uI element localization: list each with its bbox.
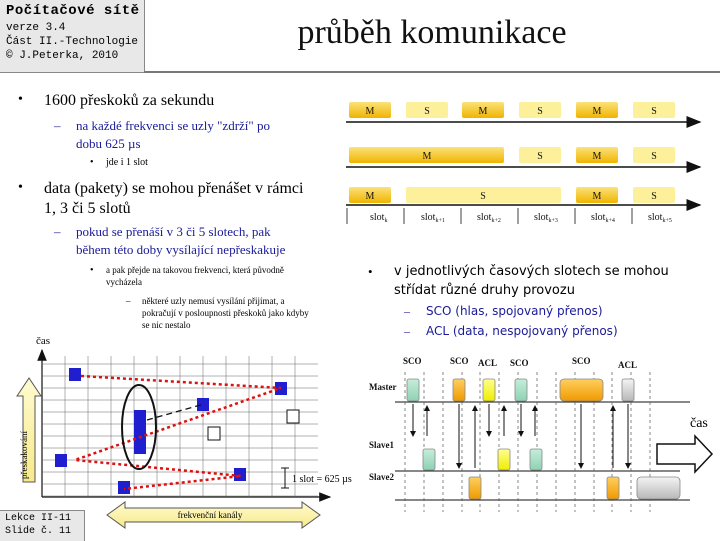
- traffic-acl: ACL: [478, 358, 498, 368]
- slot-s: S: [537, 106, 543, 117]
- hop-arrow-label: přeskakování: [19, 431, 29, 479]
- slot-label: slot$_{k+1}$: [421, 212, 445, 224]
- bullet-packets-1: data (pakety) se mohou přenášet v rámci: [44, 180, 304, 197]
- dash-icon: –: [404, 324, 410, 338]
- slot-label: slot$_{k+3}$: [534, 212, 558, 224]
- slot-label: slot$_{k+2}$: [477, 212, 501, 224]
- sub-nodes-3: se nic nestalo: [142, 320, 191, 330]
- bullet-icon: •: [18, 92, 23, 107]
- author-text: © J.Peterka, 2010: [6, 50, 119, 62]
- dash-icon: –: [404, 304, 410, 318]
- slot-s: S: [480, 191, 486, 202]
- slot-m: M: [592, 191, 602, 202]
- bullet-icon: •: [90, 157, 94, 168]
- traffic-sco: SCO: [450, 356, 469, 366]
- slot-m: M: [422, 151, 432, 162]
- sub-1slot: jde i 1 slot: [106, 157, 148, 168]
- sub-freq-2: vycházela: [106, 277, 142, 287]
- slot-m: M: [592, 106, 602, 117]
- time-arrow-icon: [657, 436, 712, 472]
- part-text: Část II.-Technologie: [6, 36, 139, 48]
- time-label: čas: [690, 416, 708, 431]
- bullet-packets-2: 1, 3 či 5 slotů: [44, 200, 131, 217]
- traffic-acl: ACL: [618, 360, 638, 370]
- slot-label: slot$_k$: [370, 212, 388, 224]
- slot-m: M: [592, 151, 602, 162]
- traffic-sco: SCO: [403, 356, 422, 366]
- sub-freq-1: a pak přejde na takovou frekvenci, která původně: [106, 265, 284, 275]
- version-text: verze 3.4: [6, 22, 66, 34]
- course-title: Počítačové sítě: [6, 3, 140, 19]
- slot-label: slot$_{k+4}$: [591, 212, 615, 224]
- dash-icon: –: [54, 224, 61, 239]
- slot-s: S: [651, 106, 657, 117]
- slot-s: S: [537, 151, 543, 162]
- row-master: Master: [369, 382, 397, 392]
- page-title: průběh komunikace: [297, 14, 567, 51]
- slot-s: S: [651, 191, 657, 202]
- sub-nodes-2: pokračují v posloupnosti přeskoků jako kdyby: [142, 308, 309, 318]
- slot-duration-note: 1 slot = 625 µs: [292, 474, 352, 485]
- bullet-traffic-2: střídat různé druhy provozu: [394, 283, 575, 298]
- traffic-sco: SCO: [572, 356, 591, 366]
- dash-icon: –: [126, 296, 131, 306]
- sub-acl: ACL (data, nespojovaný přenos): [426, 324, 618, 338]
- sub-dwell-2: dobu 625 µs: [76, 136, 141, 151]
- row-slave1: Slave1: [369, 440, 395, 450]
- sub-dwell-1: na každé frekvenci se uzly "zdrží" po: [76, 118, 270, 133]
- bullet-icon: •: [90, 265, 94, 276]
- channel-arrow-label: frekvenční kanály: [177, 510, 243, 520]
- sub-multislot-2: během této doby vysílající nepřeskakuje: [76, 242, 286, 257]
- bullet-hops: 1600 přeskoků za sekundu: [44, 92, 215, 109]
- time-axis-label: čas: [36, 335, 51, 347]
- lecture-label: Lekce II-11: [5, 513, 72, 524]
- bullet-icon: •: [368, 264, 373, 279]
- sub-nodes-1: některé uzly nemusí vysílání přijímat, a: [142, 296, 285, 306]
- slot-s: S: [424, 106, 430, 117]
- traffic-sco: SCO: [510, 358, 529, 368]
- bullet-icon: •: [18, 180, 23, 195]
- slot-m: M: [365, 106, 375, 117]
- dash-icon: –: [54, 118, 61, 133]
- slot-s: S: [651, 151, 657, 162]
- slot-label: slot$_{k+5}$: [648, 212, 672, 224]
- row-slave2: Slave2: [369, 472, 395, 482]
- slot-m: M: [365, 191, 375, 202]
- slide-label: Slide č. 11: [5, 526, 72, 537]
- slot-m: M: [478, 106, 488, 117]
- sub-multislot-1: pokud se přenáší v 3 či 5 slotech, pak: [76, 224, 271, 239]
- bullet-traffic-1: v jednotlivých časových slotech se mohou: [394, 264, 669, 279]
- sub-sco: SCO (hlas, spojovaný přenos): [426, 304, 603, 318]
